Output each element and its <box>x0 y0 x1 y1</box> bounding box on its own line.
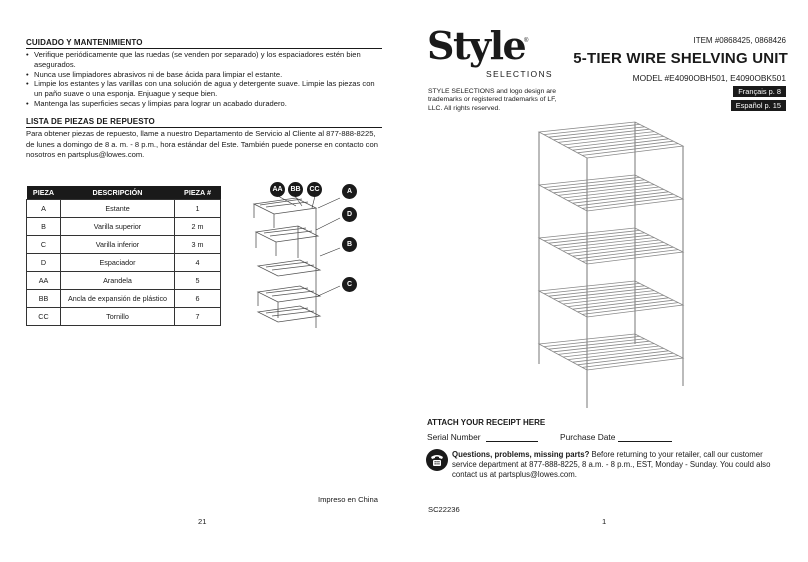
attach-receipt-heading: ATTACH YOUR RECEIPT HERE <box>427 418 546 427</box>
table-row <box>27 271 221 289</box>
purchase-date-line <box>618 441 672 442</box>
lang-tab-french: Français p. 8 <box>733 86 786 97</box>
table-row <box>27 199 221 217</box>
shelving-unit-illustration <box>525 118 695 414</box>
model-numbers: MODEL #E4090OBH501, E4090OBK501 <box>632 73 786 83</box>
callout-d: D <box>342 207 357 222</box>
shelf-wire <box>563 293 659 304</box>
item-number: ITEM #0868425, 0868426 <box>693 36 786 45</box>
logo-subtitle: SELECTIONS <box>486 69 553 79</box>
cell-part: CC <box>27 307 61 325</box>
shelf-wire <box>544 124 640 134</box>
callout-bb: BB <box>288 182 303 197</box>
cell-description: Estante <box>61 199 175 217</box>
shelf-wire <box>553 341 649 352</box>
phone-icon <box>426 449 448 471</box>
cell-qty: 3 m <box>175 235 221 253</box>
shelf-wire <box>558 291 654 302</box>
cell-qty: 5 <box>175 271 221 289</box>
col-header-part-number: PIEZA # <box>175 186 221 199</box>
cell-part: D <box>27 253 61 271</box>
cell-qty: 7 <box>175 307 221 325</box>
cell-qty: 1 <box>175 199 221 217</box>
shelf-wire <box>558 185 654 196</box>
callout-c: C <box>342 277 357 292</box>
care-list <box>26 50 382 109</box>
style-logo: Style <box>427 23 526 68</box>
cell-part: C <box>27 235 61 253</box>
shelf-wire <box>549 286 645 296</box>
shelf-wire <box>549 339 645 349</box>
care-bullet: • Verifique periódicamente que las ruedas (se venden por separado) y los espaciadores estén bien asegurados. <box>26 50 382 70</box>
parts-table <box>26 186 221 326</box>
shelf-wire <box>549 180 645 190</box>
table-row <box>27 307 221 325</box>
shelf-wire <box>544 336 640 346</box>
table-row <box>27 217 221 235</box>
questions-text <box>452 450 788 481</box>
replacement-heading: LISTA DE PIEZAS DE REPUESTO <box>26 117 382 128</box>
cell-part: B <box>27 217 61 235</box>
cell-description: Varilla inferior <box>61 235 175 253</box>
shelf-wire <box>563 187 659 198</box>
questions-body: Before returning to your retailer, call our customer service department at 877-888-8225, 8 a.m. - 8 p.m., EST, Monday - Sunday. You could also contact us at partsplus@lowes.com. <box>452 450 771 480</box>
shelf-wire <box>563 240 659 251</box>
serial-number-label: Serial Number <box>427 432 481 442</box>
cell-description: Tornillo <box>61 307 175 325</box>
shelf-wire <box>568 348 664 359</box>
shelf-wire <box>549 127 645 137</box>
cell-description: Arandela <box>61 271 175 289</box>
trademark-note: STYLE SELECTIONS and logo design are trademarks or registered trademarks of LF, LLC. All rights reserved. <box>428 88 557 112</box>
printed-in: Impreso en China <box>318 495 378 504</box>
shelf-wire <box>577 247 673 259</box>
shelf-wire <box>558 344 654 355</box>
cell-part: AA <box>27 271 61 289</box>
callout-a: A <box>342 184 357 199</box>
care-bullet: • Mantenga las superficies secas y limpias para lograr un acabado duradero. <box>26 99 382 109</box>
callout-aa: AA <box>270 182 285 197</box>
shelf-wire <box>582 250 678 262</box>
page-number-right: 1 <box>602 517 607 526</box>
table-row <box>27 289 221 307</box>
shelf-wire <box>573 139 669 150</box>
shelf-wire <box>544 283 640 293</box>
shelf-wire <box>544 177 640 187</box>
shelf-wire <box>563 346 659 357</box>
table-row <box>27 253 221 271</box>
shelf-wire <box>558 132 654 143</box>
shelf-wire <box>582 197 678 209</box>
col-header-description: DESCRIPCIÓN <box>61 186 175 199</box>
document-code: SC22236 <box>428 505 460 514</box>
cell-qty: 6 <box>175 289 221 307</box>
care-bullet: • Nunca use limpiadores abrasivos ni de base ácida para limpiar el estante. <box>26 70 382 80</box>
shelf-wire <box>549 233 645 243</box>
page-title: 5-TIER WIRE SHELVING UNIT <box>573 50 788 67</box>
questions-heading: Questions, problems, missing parts? <box>452 450 590 459</box>
shelf-wire <box>577 300 673 312</box>
col-header-part: PIEZA <box>27 186 61 199</box>
shelf-wire <box>582 144 678 156</box>
serial-number-line <box>486 441 538 442</box>
shelf-wire <box>582 356 678 368</box>
cell-description: Espaciador <box>61 253 175 271</box>
cell-description: Varilla superior <box>61 217 175 235</box>
shelf-wire <box>577 194 673 206</box>
shelf-wire <box>577 353 673 365</box>
replacement-paragraph: Para obtener piezas de repuesto, llame a nuestro Departamento de Servicio al Cliente al 877-888-8225, de lunes a domingo de 8 a. m. - 8 p.m., hora estándar del Este. También puede ponerse en contacto con nosotros en partsplus@lowes.com. <box>26 129 378 159</box>
cell-qty: 2 m <box>175 217 221 235</box>
exploded-parts-diagram <box>240 178 390 330</box>
shelf-wire <box>582 303 678 315</box>
shelf-wire <box>568 295 664 306</box>
lang-tab-spanish: Español p. 15 <box>731 100 786 111</box>
shelf-wire <box>568 136 664 147</box>
logo-registered-mark: ® <box>524 38 529 44</box>
cell-description: Ancla de expansión de plástico <box>61 289 175 307</box>
cell-qty: 4 <box>175 253 221 271</box>
shelf-wire <box>563 134 659 145</box>
table-row <box>27 235 221 253</box>
shelf-wire <box>568 189 664 200</box>
purchase-date-label: Purchase Date <box>560 432 616 442</box>
shelf-wire <box>577 141 673 153</box>
cell-part: BB <box>27 289 61 307</box>
care-bullet: • Limpie los estantes y las varillas con una solución de agua y detergente suave. Limpie las piezas con un paño suave o una esponja. Enjuague y seque bien. <box>26 79 382 99</box>
page-number-left: 21 <box>198 517 207 526</box>
parts-table-header <box>27 186 221 199</box>
care-heading: CUIDADO Y MANTENIMIENTO <box>26 38 382 49</box>
callout-b: B <box>342 237 357 252</box>
callout-cc: CC <box>307 182 322 197</box>
shelf-wire <box>544 230 640 240</box>
shelf-wire <box>558 238 654 249</box>
cell-part: A <box>27 199 61 217</box>
shelf-wire <box>568 242 664 253</box>
